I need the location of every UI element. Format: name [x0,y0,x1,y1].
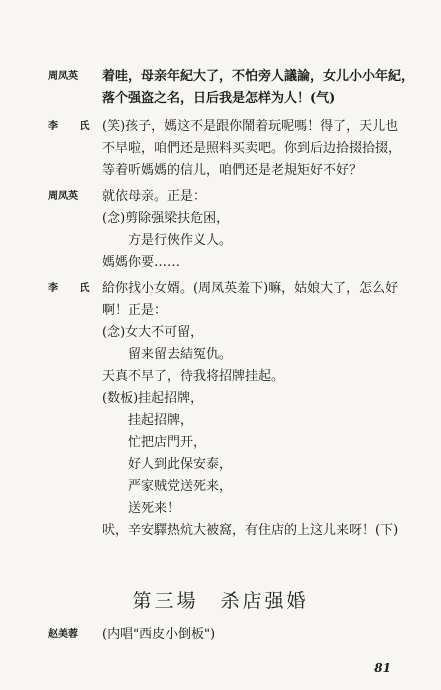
speech-line: 吠，辛安驛热炕大被窩，有住店的上这儿来呀！(下) [102,523,399,538]
speech-lines [102,278,420,542]
speaker-name: 周凤英 [48,71,78,82]
speech-line: 挂起招牌， [128,413,194,428]
speech-line: 等着听媽媽的信儿，咱們还是老規矩好不好？ [102,163,363,178]
speaker-name: 周凤英 [48,191,78,202]
speech-line: 落个强盗之名，日后我是怎样为人！(气) [102,91,336,106]
speech-line: 天真不早了，待我将招牌挂起。 [102,369,285,384]
speech-line: (念)女大不可留， [102,325,204,340]
speech-line: 严家贼党送死来， [128,479,233,494]
speech-line: 不早啦，咱們还是照料买卖吧。你到后边拾掇拾掇， [102,141,402,156]
speech-line: 方是行俠作义人。 [128,233,233,248]
speech-lines [102,186,420,274]
speech-lines [102,66,420,110]
speech-line: (笑)孩子，媽这不是跟你鬧着玩呢嗎！得了，天儿也 [102,119,399,134]
speech-line: (数板)挂起招牌， [102,391,204,406]
scene-title: 第三場 杀店强婚 [132,590,309,612]
speaker-name: 李 氏 [48,283,99,294]
speech-line: 給你找小女婿。(周凤英羞下)嘛，姑娘大了，怎么好 [102,281,399,296]
speech-line: 就依母亲。正是： [102,189,207,204]
speech-line: 忙把店門开， [128,435,207,450]
speech-line: 好人到此保安泰， [128,457,233,472]
speech-line: 媽媽你要…… [102,255,181,270]
speech-line: 啊！正是： [102,303,168,318]
page-number: 81 [374,661,391,675]
speech-line: 着哇，母亲年紀大了，不怕旁人議論，女儿小小年紀， [102,69,415,84]
speech-line: (念)剪除强梁扶危困， [102,211,230,226]
speech-line: 送死来！ [128,501,181,516]
speaker-name: 李 氏 [48,121,99,132]
speech-line: (内唱"西皮小倒板") [102,627,216,642]
speech-line: 留来留去結冤仇。 [128,347,233,362]
speaker-name: 赵美蓉 [48,629,78,640]
speech-lines [102,116,420,182]
speech-lines [102,624,420,646]
